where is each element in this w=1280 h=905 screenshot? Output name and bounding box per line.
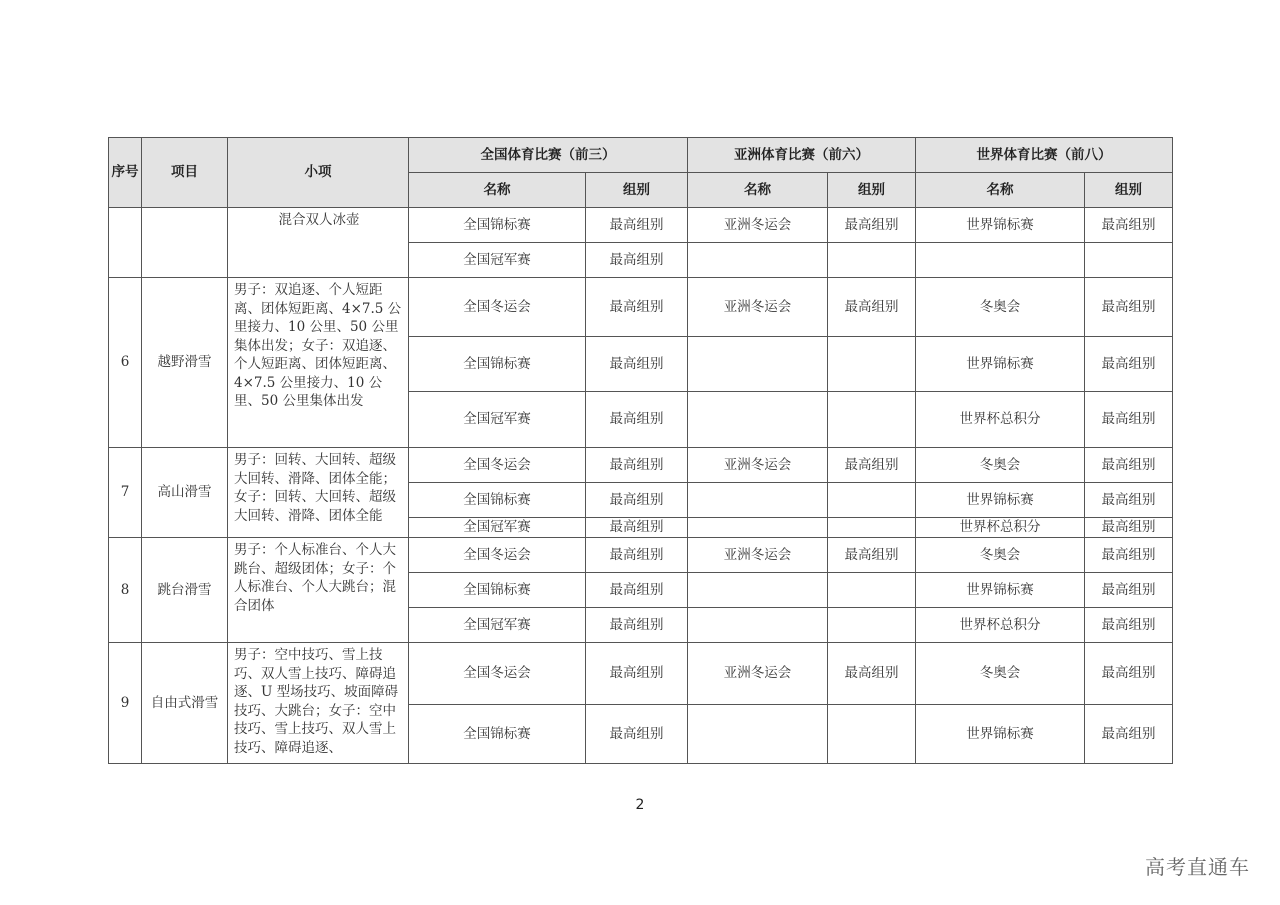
seq-cell: 7	[109, 448, 142, 538]
asian-level-cell	[828, 337, 916, 392]
asian-competition-cell	[688, 518, 828, 538]
project-cell: 跳台滑雪	[142, 538, 228, 643]
asian-competition-cell: 亚洲冬运会	[688, 208, 828, 243]
asian-competition-cell	[688, 573, 828, 608]
sub-event-header: 小项	[228, 138, 409, 208]
asian-level-cell	[828, 518, 916, 538]
asian-level-cell	[828, 608, 916, 643]
world-level-cell: 最高组别	[1085, 705, 1173, 764]
table-row	[109, 278, 1173, 337]
asian-competition-cell: 亚洲冬运会	[688, 538, 828, 573]
national-competition-cell: 全国锦标赛	[409, 705, 586, 764]
world-level-cell: 最高组别	[1085, 448, 1173, 483]
world-name-header: 名称	[916, 173, 1085, 208]
national-level-cell: 最高组别	[586, 448, 688, 483]
world-competition-cell: 冬奥会	[916, 643, 1085, 705]
national-level-cell: 最高组别	[586, 573, 688, 608]
national-level-cell: 最高组别	[586, 643, 688, 705]
world-competition-cell	[916, 243, 1085, 278]
national-competition-cell: 全国冬运会	[409, 643, 586, 705]
world-level-cell: 最高组别	[1085, 483, 1173, 518]
national-level-cell: 最高组别	[586, 278, 688, 337]
national-level-cell: 最高组别	[586, 538, 688, 573]
asian-name-header: 名称	[688, 173, 828, 208]
asian-level-cell: 最高组别	[828, 278, 916, 337]
asian-level-cell	[828, 483, 916, 518]
asian-level-cell	[828, 573, 916, 608]
asian-competition-cell	[688, 337, 828, 392]
world-competition-cell: 冬奥会	[916, 538, 1085, 573]
world-competition-cell: 世界杯总积分	[916, 518, 1085, 538]
asian-group-header: 亚洲体育比赛（前六）	[688, 138, 916, 173]
table-row	[109, 643, 1173, 705]
national-competition-cell: 全国冬运会	[409, 278, 586, 337]
national-competition-cell: 全国锦标赛	[409, 337, 586, 392]
world-competition-cell: 世界杯总积分	[916, 608, 1085, 643]
asian-level-cell: 最高组别	[828, 643, 916, 705]
seq-cell: 9	[109, 643, 142, 764]
asian-level-cell: 最高组别	[828, 448, 916, 483]
national-level-cell: 最高组别	[586, 483, 688, 518]
national-competition-cell: 全国冠军赛	[409, 392, 586, 448]
asian-competition-cell: 亚洲冬运会	[688, 643, 828, 705]
national-level-cell: 最高组别	[586, 208, 688, 243]
world-competition-cell: 世界锦标赛	[916, 573, 1085, 608]
sub-event-cell: 男子：空中技巧、雪上技巧、双人雪上技巧、障碍追逐、U 型场技巧、坡面障碍技巧、大跳台；女子：空中技巧、雪上技巧、双人雪上技巧、障碍追逐、	[228, 643, 409, 764]
world-level-cell: 最高组别	[1085, 208, 1173, 243]
project-cell	[142, 208, 228, 278]
table-row	[109, 538, 1173, 573]
world-level-cell: 最高组别	[1085, 518, 1173, 538]
world-level-cell: 最高组别	[1085, 538, 1173, 573]
world-group-header: 世界体育比赛（前八）	[916, 138, 1173, 173]
watermark: 高考直通车	[1145, 855, 1250, 879]
world-competition-cell: 冬奥会	[916, 448, 1085, 483]
national-level-cell: 最高组别	[586, 705, 688, 764]
national-level-cell: 最高组别	[586, 243, 688, 278]
asian-level-cell	[828, 392, 916, 448]
world-level-cell: 最高组别	[1085, 573, 1173, 608]
world-level-cell: 最高组别	[1085, 392, 1173, 448]
asian-level-header: 组别	[828, 173, 916, 208]
world-level-cell: 最高组别	[1085, 643, 1173, 705]
asian-competition-cell: 亚洲冬运会	[688, 448, 828, 483]
world-level-cell: 最高组别	[1085, 278, 1173, 337]
seq-cell: 8	[109, 538, 142, 643]
world-competition-cell: 世界杯总积分	[916, 392, 1085, 448]
national-level-cell: 最高组别	[586, 337, 688, 392]
national-competition-cell: 全国锦标赛	[409, 573, 586, 608]
world-competition-cell: 冬奥会	[916, 278, 1085, 337]
national-level-header: 组别	[586, 173, 688, 208]
project-cell: 越野滑雪	[142, 278, 228, 448]
asian-competition-cell	[688, 243, 828, 278]
asian-level-cell: 最高组别	[828, 538, 916, 573]
national-name-header: 名称	[409, 173, 586, 208]
world-competition-cell: 世界锦标赛	[916, 705, 1085, 764]
asian-level-cell	[828, 243, 916, 278]
world-competition-cell: 世界锦标赛	[916, 208, 1085, 243]
asian-level-cell	[828, 705, 916, 764]
seq-header: 序号	[109, 138, 142, 208]
asian-competition-cell	[688, 705, 828, 764]
seq-cell: 6	[109, 278, 142, 448]
sub-event-cell: 男子：双追逐、个人短距离、团体短距离、4×7.5 公里接力、10 公里、50 公里集体出发；女子：双追逐、个人短距离、团体短距离、4×7.5 公里接力、10 公里、50 公里集体出发	[228, 278, 409, 448]
asian-competition-cell	[688, 392, 828, 448]
national-level-cell: 最高组别	[586, 518, 688, 538]
sub-event-cell: 混合双人冰壶	[228, 208, 409, 278]
national-competition-cell: 全国冠军赛	[409, 243, 586, 278]
world-level-cell: 最高组别	[1085, 337, 1173, 392]
asian-competition-cell: 亚洲冬运会	[688, 278, 828, 337]
national-group-header: 全国体育比赛（前三）	[409, 138, 688, 173]
sub-event-cell: 男子：回转、大回转、超级大回转、滑降、团体全能；女子：回转、大回转、超级大回转、滑降、团体全能	[228, 448, 409, 538]
world-competition-cell: 世界锦标赛	[916, 483, 1085, 518]
national-level-cell: 最高组别	[586, 392, 688, 448]
national-competition-cell: 全国锦标赛	[409, 208, 586, 243]
world-competition-cell: 世界锦标赛	[916, 337, 1085, 392]
national-competition-cell: 全国锦标赛	[409, 483, 586, 518]
national-level-cell: 最高组别	[586, 608, 688, 643]
national-competition-cell: 全国冠军赛	[409, 518, 586, 538]
asian-level-cell: 最高组别	[828, 208, 916, 243]
seq-cell	[109, 208, 142, 278]
sub-event-cell: 男子：个人标准台、个人大跳台、超级团体；女子：个人标准台、个人大跳台；混合团体	[228, 538, 409, 643]
asian-competition-cell	[688, 608, 828, 643]
national-competition-cell: 全国冠军赛	[409, 608, 586, 643]
table-row	[109, 448, 1173, 483]
world-level-cell	[1085, 243, 1173, 278]
project-cell: 自由式滑雪	[142, 643, 228, 764]
asian-competition-cell	[688, 483, 828, 518]
project-header: 项目	[142, 138, 228, 208]
project-cell: 高山滑雪	[142, 448, 228, 538]
world-level-cell: 最高组别	[1085, 608, 1173, 643]
page-number: 2	[635, 797, 645, 813]
national-competition-cell: 全国冬运会	[409, 448, 586, 483]
world-level-header: 组别	[1085, 173, 1173, 208]
competition-table	[108, 137, 1173, 764]
table-row	[109, 208, 1173, 243]
national-competition-cell: 全国冬运会	[409, 538, 586, 573]
